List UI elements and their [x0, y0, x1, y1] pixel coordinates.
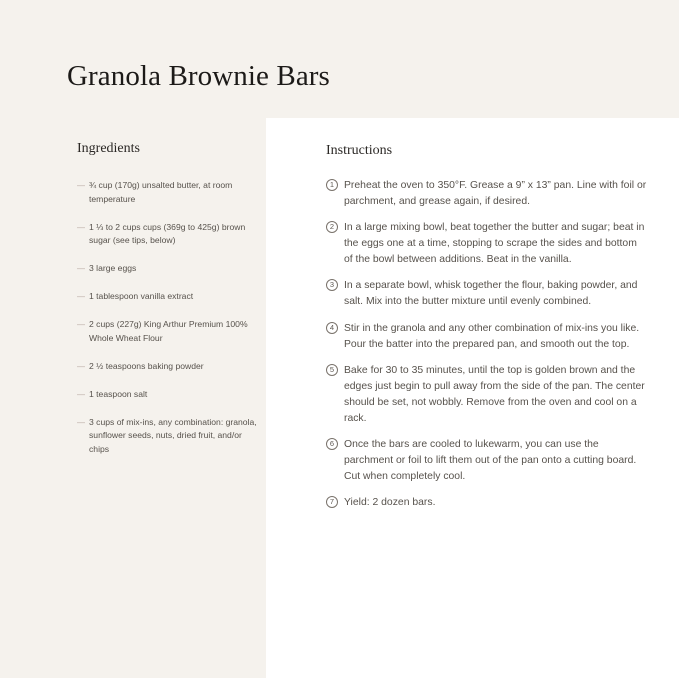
ingredient-text: 3 cups of mix-ins, any combination: granola, sunflower seeds, nuts, dried fruit, and/or chips	[89, 416, 257, 454]
step-number-icon: 6	[326, 438, 338, 450]
ingredient-item	[77, 360, 257, 374]
dash-icon: —	[77, 389, 85, 399]
dash-icon: —	[77, 417, 85, 427]
instruction-step	[326, 495, 648, 511]
step-text: Bake for 30 to 35 minutes, until the top is golden brown and the edges just begin to pull away from the side of the pan. The center should be set, not wobbly. Remove from the oven and cool on a rack.	[344, 364, 645, 424]
ingredient-item	[77, 388, 257, 402]
instruction-step	[326, 321, 648, 353]
ingredient-item	[77, 290, 257, 304]
ingredient-text: 2 ½ teaspoons baking powder	[89, 360, 204, 371]
ingredient-text: ¾ cup (170g) unsalted butter, at room temperature	[89, 180, 233, 204]
ingredient-text: 1 ⅓ to 2 cups cups (369g to 425g) brown sugar (see tips, below)	[89, 221, 246, 245]
ingredient-text: 2 cups (227g) King Arthur Premium 100% Whole Wheat Flour	[89, 319, 248, 343]
dash-icon: —	[77, 361, 85, 371]
instruction-step	[326, 178, 648, 210]
step-number-icon: 3	[326, 279, 338, 291]
ingredient-item	[77, 179, 257, 206]
recipe-title: Granola Brownie Bars	[67, 60, 330, 92]
step-text: Preheat the oven to 350°F. Grease a 9” x 13” pan. Line with foil or parchment, and grease again, if desired.	[344, 180, 647, 207]
step-number-icon: 7	[326, 496, 338, 508]
ingredient-item	[77, 262, 257, 276]
step-number-icon: 5	[326, 364, 338, 376]
dash-icon: —	[77, 292, 85, 301]
ingredients-heading: Ingredients	[77, 141, 140, 156]
instruction-step	[326, 437, 648, 485]
step-text: Once the bars are cooled to lukewarm, you can use the parchment or foil to lift them out of the pan onto a cutting board. Cut when completely cool.	[344, 438, 637, 482]
step-text: In a separate bowl, whisk together the flour, baking powder, and salt. Mix into the butter mixture until evenly combined.	[344, 280, 638, 308]
ingredient-text: 1 tablespoon vanilla extract	[89, 291, 194, 301]
dash-icon: —	[77, 320, 85, 329]
instruction-step	[326, 220, 648, 268]
step-number-icon: 2	[326, 221, 338, 233]
ingredient-text: 1 teaspoon salt	[89, 388, 148, 399]
instructions-heading: Instructions	[326, 143, 393, 158]
ingredient-text: 3 large eggs	[89, 263, 137, 273]
instruction-step	[326, 278, 648, 310]
dash-icon: —	[77, 181, 85, 190]
ingredient-item	[77, 318, 257, 345]
dash-icon: —	[77, 264, 85, 273]
ingredient-item	[77, 221, 257, 248]
dash-icon: —	[77, 222, 85, 232]
ingredients-list	[77, 179, 257, 471]
step-number-icon: 4	[326, 322, 338, 334]
step-number-icon: 1	[326, 179, 338, 191]
ingredient-item	[77, 416, 257, 457]
step-text: Stir in the granola and any other combination of mix-ins you like. Pour the batter into the prepared pan, and smooth out the top.	[344, 322, 640, 350]
instructions-list	[326, 178, 648, 521]
instruction-step	[326, 363, 648, 427]
step-text: In a large mixing bowl, beat together the butter and sugar; beat in the eggs one at a time, stopping to scrape the sides and bottom of the bowl between additions. Beat in the vanilla.	[344, 222, 645, 266]
step-text: Yield: 2 dozen bars.	[344, 497, 436, 509]
